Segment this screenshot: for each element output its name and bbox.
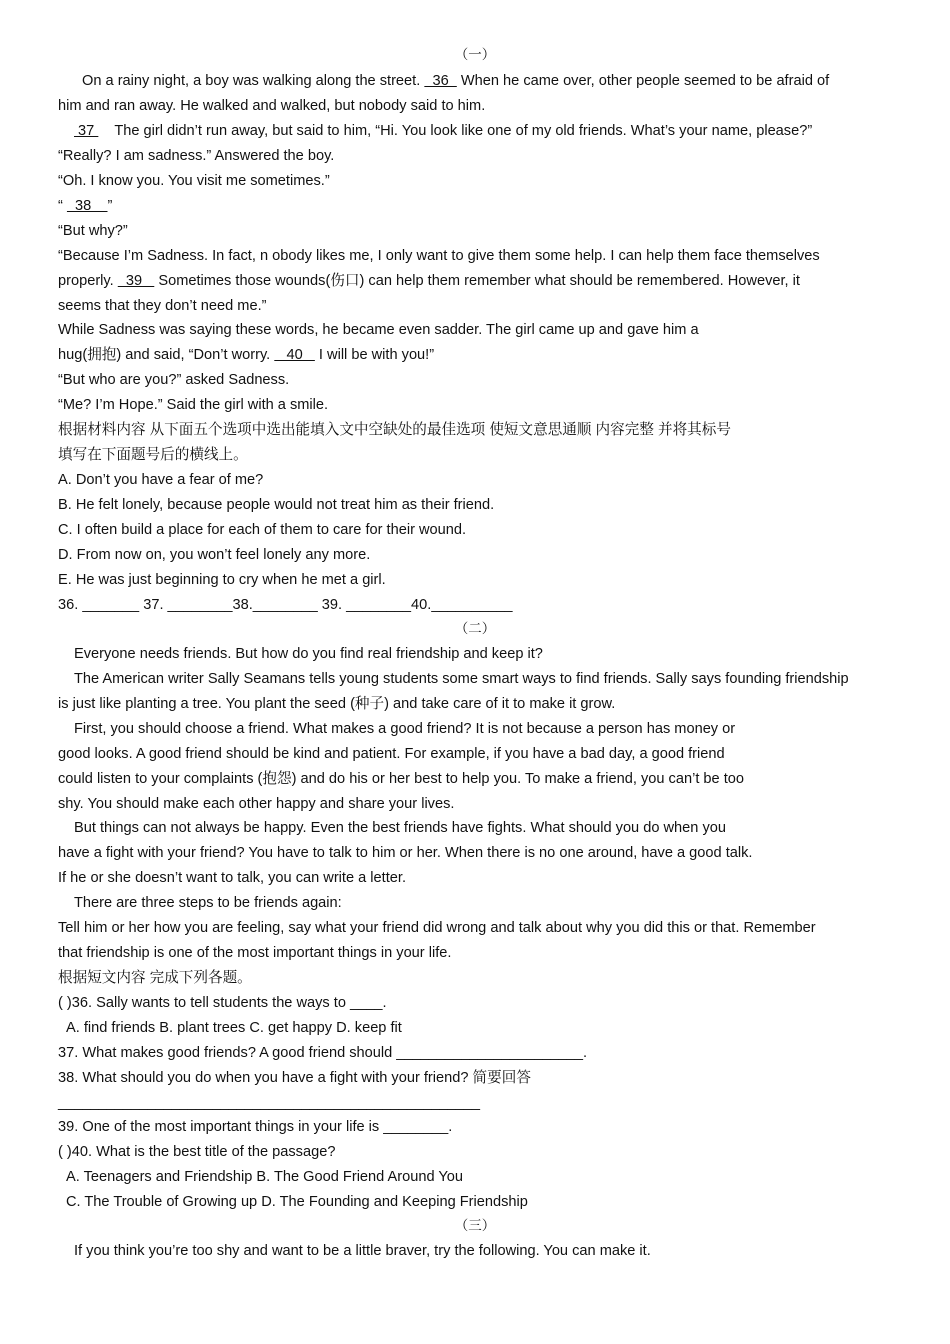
instruction-1a: 根据材料内容 从下面五个选项中选出能填入文中空缺处的最佳选项 使短文意思通顺 内容完整 并将其标号: [58, 422, 731, 438]
passage-1-line-5: “Oh. I know you. You visit me sometimes.”: [58, 173, 330, 189]
section-2-header: （二）: [454, 621, 496, 636]
option-b: B. He felt lonely, because people would not treat him as their friend.: [58, 497, 495, 513]
passage-2-line-7: shy. You should make each other happy and share your lives.: [58, 796, 455, 812]
text: The girl didn’t run away, but said to him, “Hi. You look like one of my old friends. What’s your name, please?”: [114, 123, 813, 139]
passage-2-line-12: Tell him or her how you are feeling, say what your friend did wrong and talk about why you did this or that. Remember: [58, 920, 816, 936]
question-36-options: A. find friends B. plant trees C. get happy D. keep fit: [66, 1020, 402, 1036]
question-40-options-1: A. Teenagers and Friendship B. The Good Friend Around You: [66, 1169, 464, 1185]
text: ”: [107, 198, 113, 214]
passage-2-line-13: that friendship is one of the most important things in your life.: [58, 945, 452, 961]
text: hug(拥抱) and said, “Don’t worry.: [58, 347, 271, 363]
passage-2-line-6: could listen to your complaints (抱怨) and do his or her best to help you. To make a friend, you can’t be too: [58, 771, 745, 787]
blank-39: 39: [117, 273, 155, 289]
blank-37: 37: [74, 123, 99, 139]
passage-1-line-8: “Because I’m Sadness. In fact, n obody likes me, I only want to give them some help. I can help them face themselves: [58, 248, 820, 264]
passage-2-line-3: is just like planting a tree. You plant the seed (种子) and take care of it to make it grow.: [58, 696, 616, 712]
passage-1-line-2: him and ran away. He walked and walked, but nobody said to him.: [58, 98, 486, 114]
passage-1-line-7: “But why?”: [58, 223, 128, 239]
passage-2-line-5: good looks. A good friend should be kind and patient. For example, if you have a bad day, a good friend: [58, 746, 725, 762]
option-c: C. I often build a place for each of them to care for their wound.: [58, 522, 467, 538]
passage-1-line-10: seems that they don’t need me.”: [58, 298, 267, 314]
option-a: A. Don’t you have a fear of me?: [58, 472, 264, 488]
passage-1-line-11: While Sadness was saying these words, he became even sadder. The girl came up and gave him a: [58, 322, 699, 338]
answer-line: 36. _______ 37. ________38.________ 39. ________40.__________: [58, 597, 513, 613]
text: Sometimes those wounds(伤口) can help them remember what should be remembered. However, it: [158, 273, 800, 289]
text: I will be with you!”: [318, 347, 435, 363]
passage-2-line-10: If he or she doesn’t want to talk, you can write a letter.: [58, 870, 407, 886]
text: properly.: [58, 273, 114, 289]
instruction-2: 根据短文内容 完成下列各题。: [58, 970, 252, 986]
passage-2-line-8: But things can not always be happy. Even the best friends have fights. What should you do when you: [74, 820, 726, 836]
section-3-header: （三）: [454, 1218, 496, 1233]
blank-38: 38: [66, 198, 108, 214]
blank-36: 36: [424, 73, 457, 89]
question-39: 39. One of the most important things in your life is ________.: [58, 1119, 453, 1135]
section-1-header: （一）: [454, 47, 496, 62]
passage-1-line-14: “Me? I’m Hope.” Said the girl with a smile.: [58, 397, 329, 413]
passage-1-line-3: [58, 121, 914, 141]
passage-2-line-11: There are three steps to be friends again:: [74, 895, 342, 911]
question-38: 38. What should you do when you have a fight with your friend? 简要回答: [58, 1070, 531, 1086]
passage-1-line-13: “But who are you?” asked Sadness.: [58, 372, 290, 388]
question-36: ( )36. Sally wants to tell students the ways to ____.: [58, 995, 387, 1011]
passage-1-line-6: [58, 196, 898, 216]
passage-2-line-9: have a fight with your friend? You have to talk to him or her. When there is no one around, have a good talk.: [58, 845, 753, 861]
text: When he came over, other people seemed to be afraid of: [460, 73, 830, 89]
option-d: D. From now on, you won’t feel lonely any more.: [58, 547, 371, 563]
question-40-options-2: C. The Trouble of Growing up D. The Founding and Keeping Friendship: [66, 1194, 528, 1210]
question-38-answer-line: ____________________________________________________: [58, 1095, 481, 1111]
text: On a rainy night, a boy was walking along the street.: [82, 73, 421, 89]
instruction-1b: 填写在下面题号后的横线上。: [58, 447, 248, 463]
passage-2-line-4: First, you should choose a friend. What makes a good friend? It is not because a person has money or: [74, 721, 736, 737]
question-37: 37. What makes good friends? A good friend should _______________________.: [58, 1045, 588, 1061]
passage-2-line-2: The American writer Sally Seamans tells young students some smart ways to find friends. Sally says founding friendship: [74, 671, 849, 687]
passage-2-line-1: Everyone needs friends. But how do you find real friendship and keep it?: [74, 646, 543, 662]
passage-1-line-1: [58, 71, 922, 91]
passage-3-line-1: If you think you’re too shy and want to be a little braver, try the following. You can make it.: [74, 1243, 651, 1259]
text: “: [58, 198, 63, 214]
passage-1-line-9: [58, 271, 898, 291]
passage-1-line-12: [58, 345, 898, 365]
blank-40: 40: [274, 347, 315, 363]
passage-1-line-4: “Really? I am sadness.” Answered the boy.: [58, 148, 335, 164]
question-40: ( )40. What is the best title of the passage?: [58, 1144, 336, 1160]
option-e: E. He was just beginning to cry when he met a girl.: [58, 572, 386, 588]
